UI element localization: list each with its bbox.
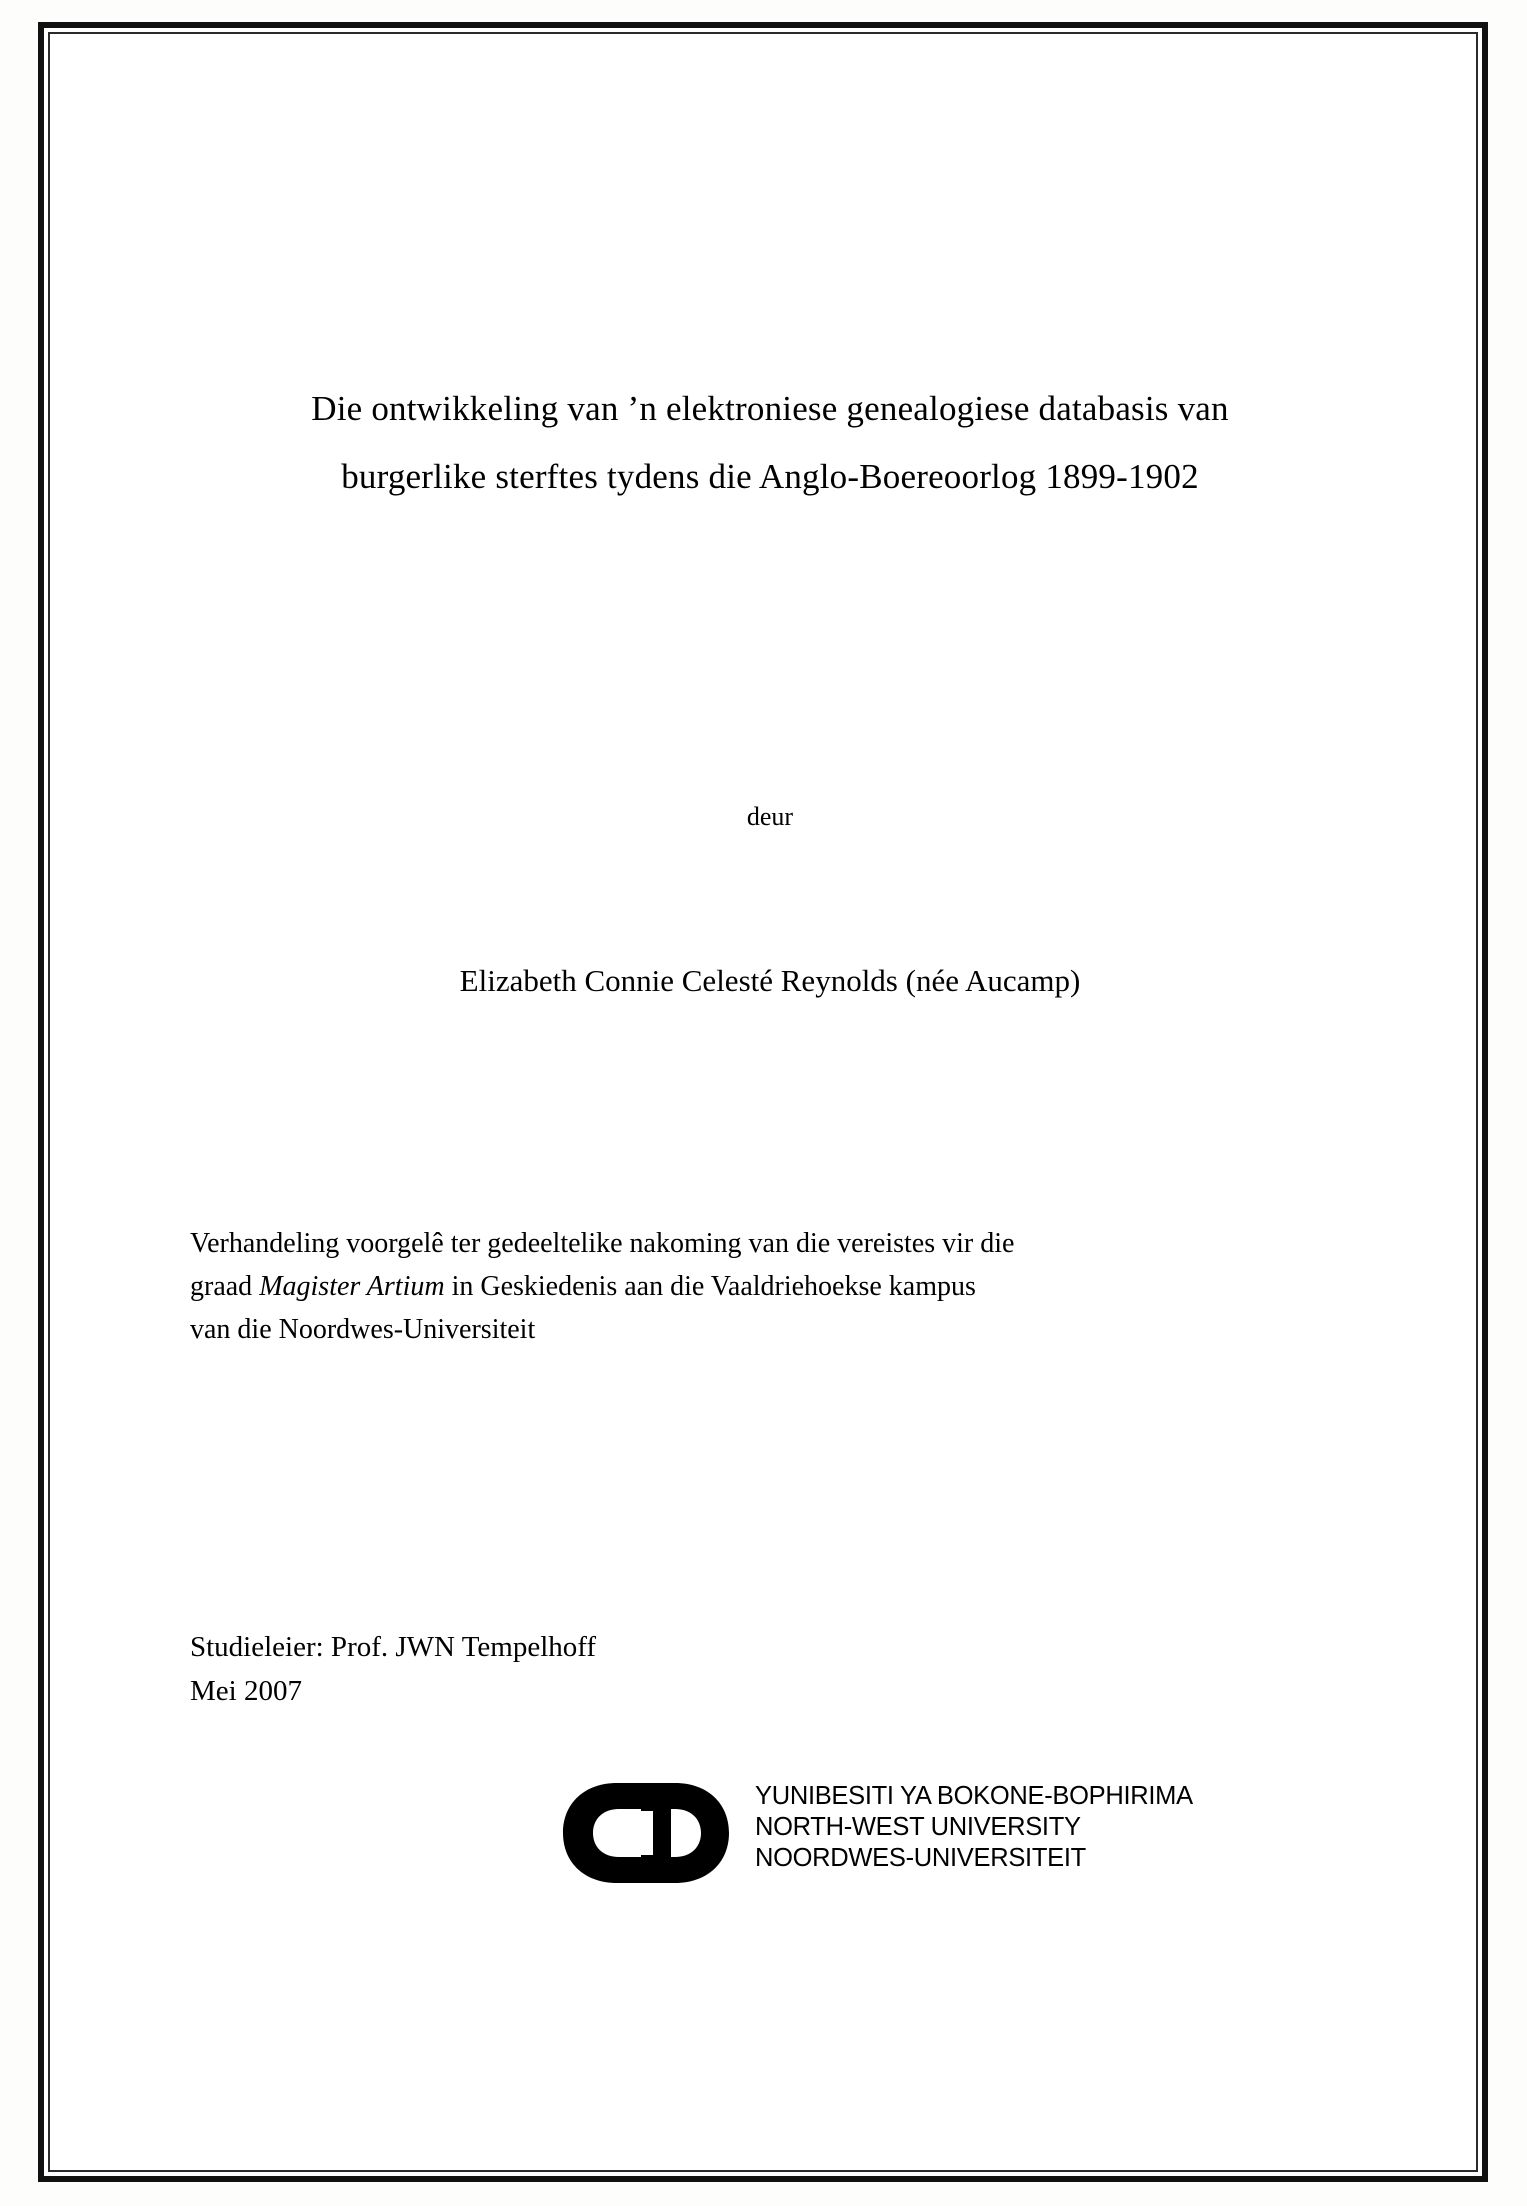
title-line-1: Die ontwikkeling van ’n elektroniese genealogiese databasis van [311,389,1229,428]
degree-statement [190,1222,1345,1351]
title-line-2: burgerlike sterftes tydens die Anglo-Boereoorlog 1899-1902 [341,457,1199,496]
degree-name-italic: Magister Artium [259,1271,445,1302]
degree-statement-line-2-pre: graad [190,1271,260,1302]
university-logo-block [555,1775,1235,1905]
logo-text-line-3: NOORDWES-UNIVERSITEIT [755,1844,1086,1872]
north-west-university-logo-icon [555,1777,750,1889]
title-page-content [150,0,1380,2206]
date-line: Mei 2007 [190,1675,302,1707]
degree-statement-line-2 [190,1265,1345,1308]
degree-statement-line-3: van die Noordwes-Universiteit [190,1314,536,1345]
university-logo-text [755,1781,1193,1874]
author-name: Elizabeth Connie Celesté Reynolds (née Aucamp) [459,963,1081,998]
logo-text-line-2: NORTH-WEST UNIVERSITY [755,1813,1081,1841]
logo-text-line-1: YUNIBESITI YA BOKONE-BOPHIRIMA [755,1782,1193,1810]
degree-statement-line-2-post: in Geskiedenis aan die Vaaldriehoekse kampus [444,1271,976,1302]
supervisor-line: Studieleier: Prof. JWN Tempelhoff [190,1631,597,1663]
supervisor-block [190,1625,1090,1713]
page-title [180,375,1360,511]
degree-statement-line-1: Verhandeling voorgelê ter gedeeltelike nakoming van die vereistes vir die [190,1228,1015,1259]
by-label: deur [746,802,794,831]
